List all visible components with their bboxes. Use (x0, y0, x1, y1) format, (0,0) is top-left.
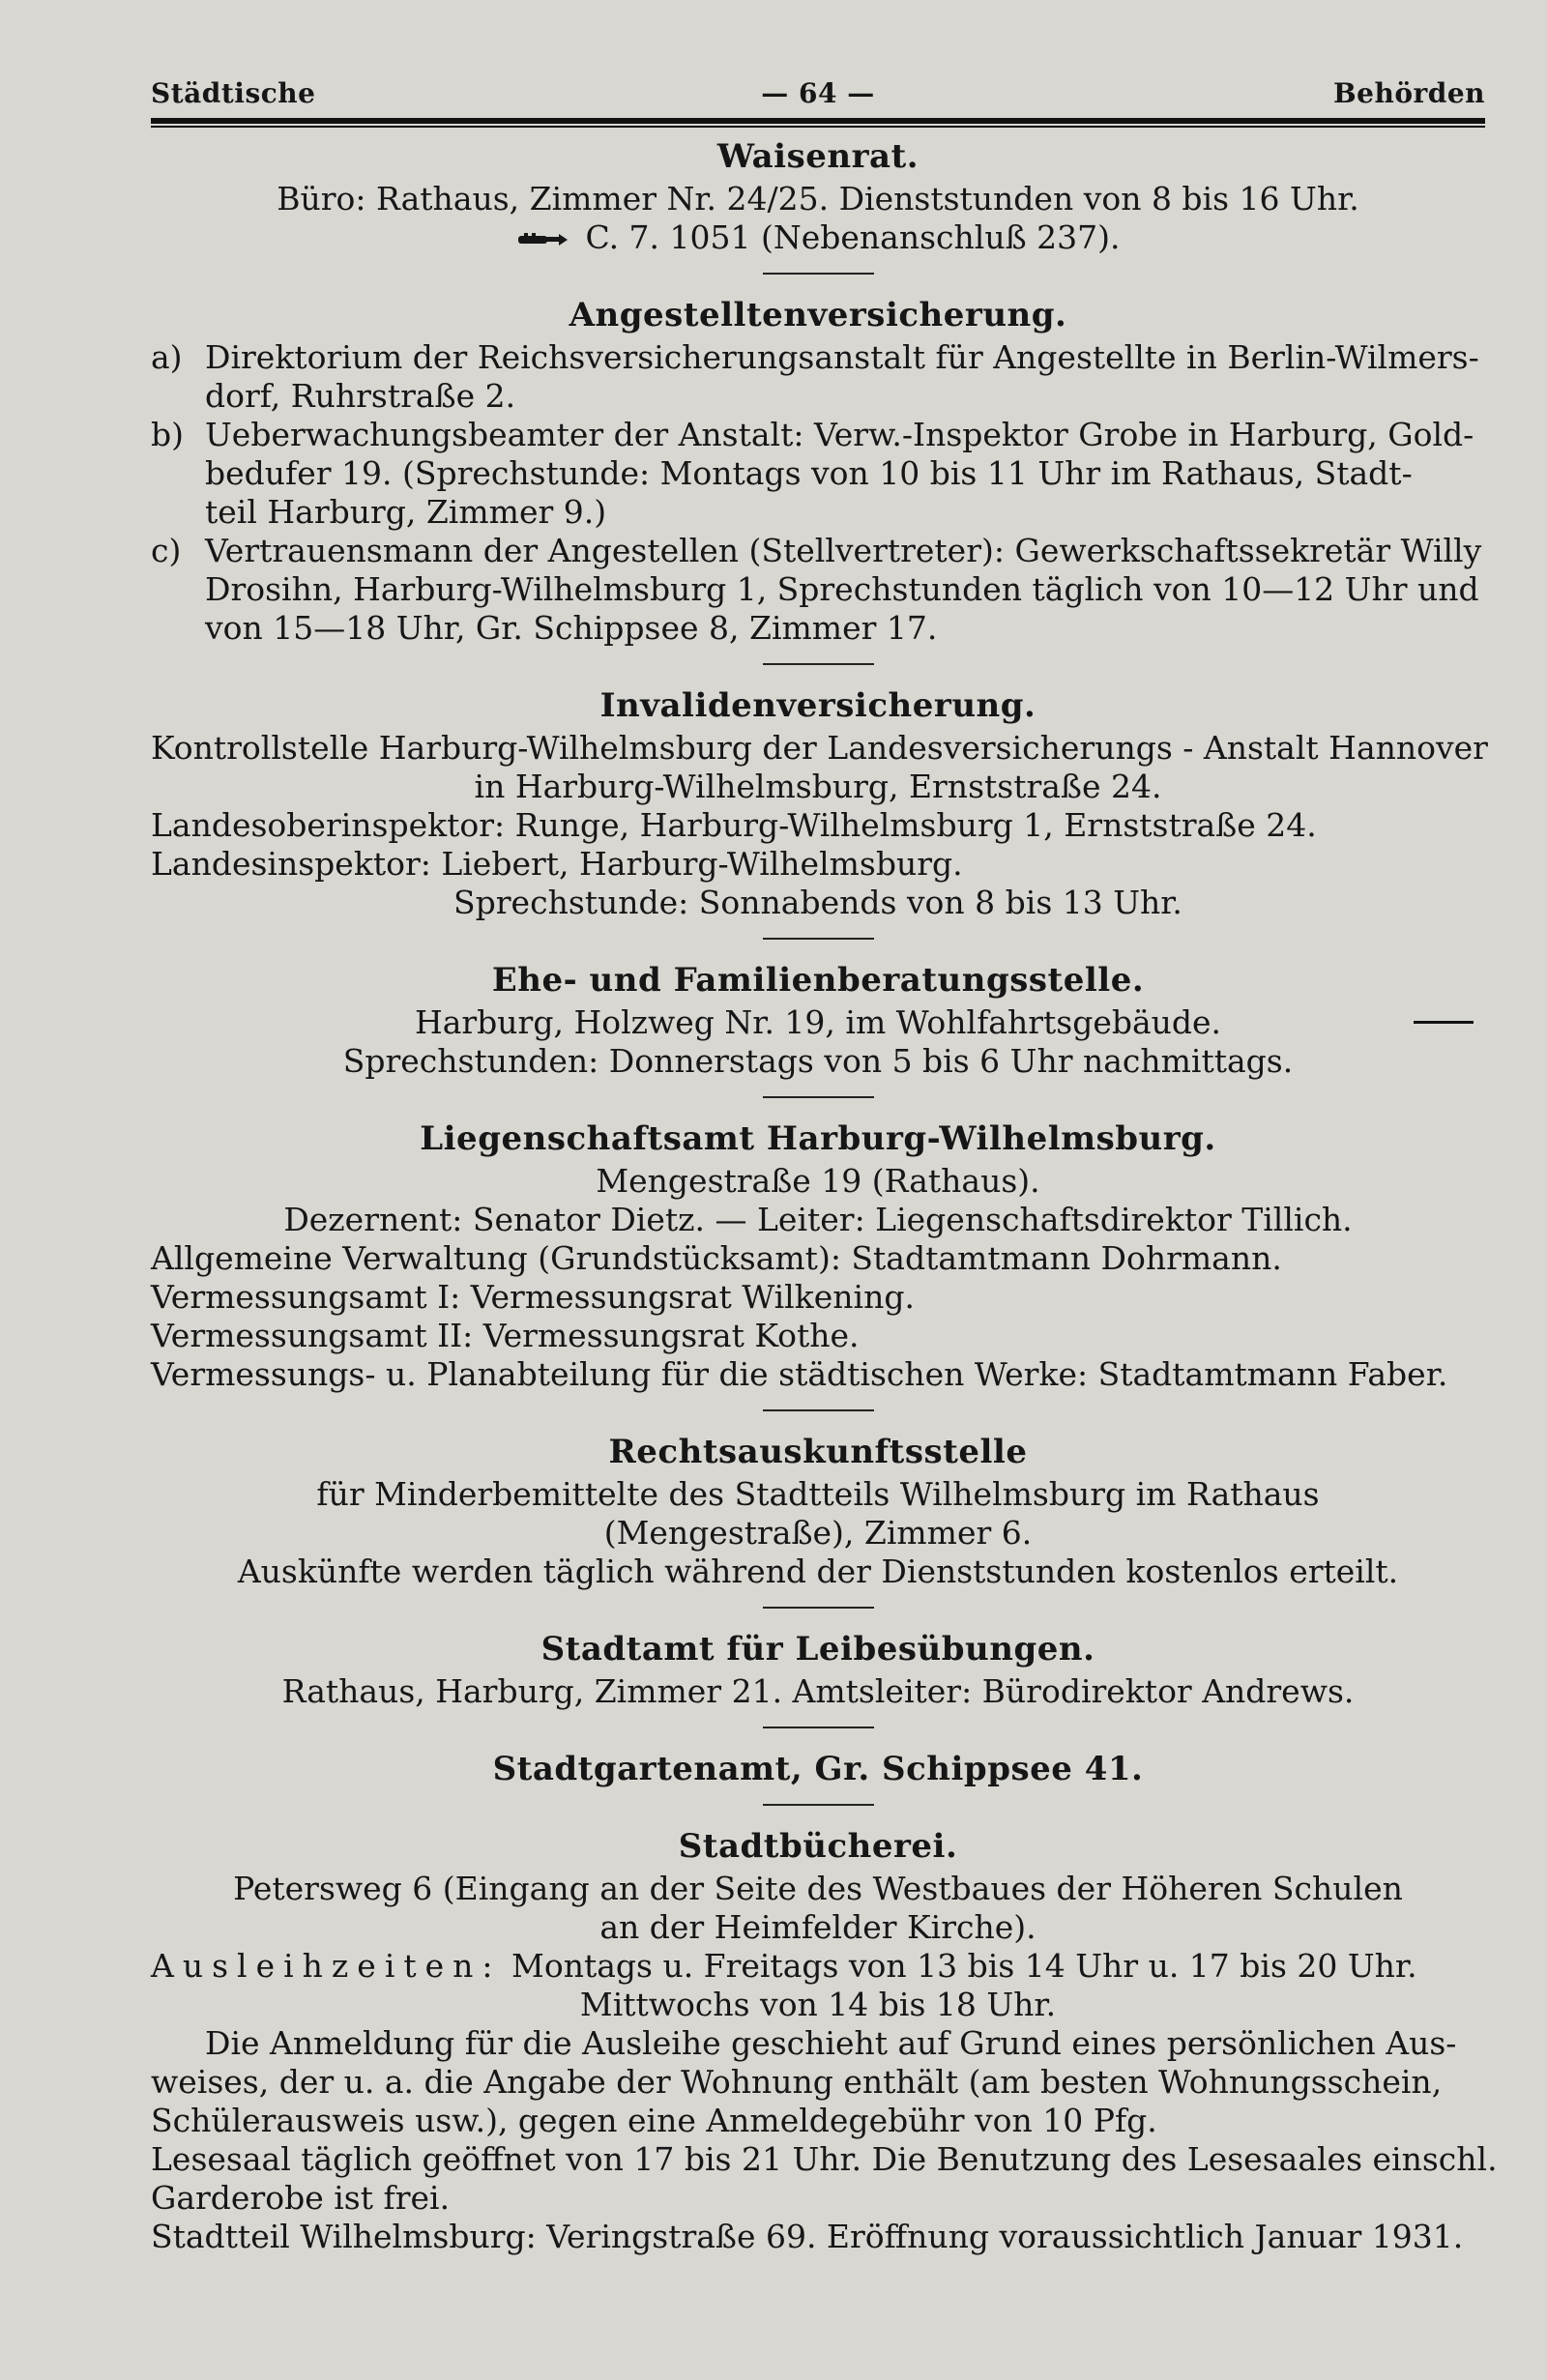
buecherei-line-5: Die Anmeldung für die Ausleihe geschieht auf Grund eines persönlichen Aus- (205, 2024, 1457, 2062)
section-separator (763, 1727, 874, 1728)
list-item-a (151, 338, 1485, 416)
section-separator (763, 273, 874, 275)
header-double-rule (151, 118, 1485, 128)
eheberatung-line-2: Sprechstunden: Donnerstags von 5 bis 6 Uhr nachmittags. (342, 1042, 1294, 1080)
buecherei-line-10: Stadtteil Wilhelmsburg: Veringstraße 69. Eröffnung voraussichtlich Januar 1931. (151, 2218, 1464, 2255)
liegenschaft-line-2: Dezernent: Senator Dietz. — Leiter: Liegenschaftsdirektor Tillich. (283, 1201, 1353, 1238)
liegenschaft-line-6: Vermessungs- u. Planabteilung für die städtischen Werke: Stadtamtmann Faber. (151, 1355, 1448, 1393)
liegenschaft-line-5: Vermessungsamt II: Vermessungsrat Kothe. (151, 1317, 860, 1354)
invaliden-line-5: Sprechstunde: Sonnabends von 8 bis 13 Uhr. (453, 884, 1182, 921)
list-item-c (151, 532, 1485, 648)
eheberatung-block (151, 961, 1485, 1081)
document-body (151, 137, 1498, 2256)
rechtsauskunft-line-3: Auskünfte werden täglich während der Dienststunden kostenlos erteilt. (237, 1553, 1399, 1590)
list-item-b-line-1: Ueberwachungsbeamter der Anstalt: Verw.-Inspektor Grobe in Harburg, Gold- (205, 416, 1474, 453)
running-head-left: Städtische (151, 77, 316, 109)
eheberatung-line-1: Harburg, Holzweg Nr. 19, im Wohlfahrtsgebäude. (414, 1003, 1222, 1041)
waisenrat-phone-line (151, 218, 1485, 257)
page-number: — 64 — (761, 77, 875, 109)
liegenschaft-line-3: Allgemeine Verwaltung (Grundstücksamt): Stadtamtmann Dohrmann. (151, 1239, 1282, 1277)
section-title-invaliden: Invalidenversicherung. (599, 686, 1036, 725)
list-item-b-line-3: teil Harburg, Zimmer 9.) (205, 493, 607, 531)
section-separator (763, 938, 874, 940)
buecherei-line-4: Mittwochs von 14 bis 18 Uhr. (579, 1986, 1057, 2023)
rechtsauskunft-line-2: (Mengestraße), Zimmer 6. (603, 1514, 1033, 1552)
section-title-angestellten: Angestelltenversicherung. (569, 296, 1067, 334)
buecherei-line-7: Schülerausweis usw.), gegen eine Anmeldegebühr von 10 Pfg. (151, 2102, 1157, 2139)
invaliden-line-3: Landesoberinspektor: Runge, Harburg-Wilhelmsburg 1, Ernststraße 24. (151, 806, 1317, 844)
running-head-right: Behörden (1332, 77, 1485, 109)
leibesuebungen-line-1: Rathaus, Harburg, Zimmer 21. Amtsleiter: Bürodirektor Andrews. (281, 1672, 1355, 1710)
list-item-c-line-2: Drosihn, Harburg-Wilhelmsburg 1, Sprechstunden täglich von 10—12 Uhr und (205, 570, 1479, 608)
buecherei-line-2: an der Heimfelder Kirche). (599, 1908, 1036, 1946)
rechtsauskunft-line-1: für Minderbemittelte des Stadtteils Wilhelmsburg im Rathaus (316, 1475, 1320, 1513)
buecherei-line-6: weises, der u. a. die Angabe der Wohnung enthält (am besten Wohnungsschein, (151, 2063, 1443, 2101)
section-separator (763, 1096, 874, 1098)
buecherei-line-1: Petersweg 6 (Eingang an der Seite des Westbaues der Höheren Schulen (233, 1870, 1403, 1907)
section-title-leibesuebungen: Stadtamt für Leibesübungen. (540, 1630, 1095, 1669)
liegenschaft-line-1: Mengestraße 19 (Rathaus). (596, 1162, 1040, 1200)
buecherei-line-8: Lesesaal täglich geöffnet von 17 bis 21 Uhr. Die Benutzung des Lesesaales einschl. (151, 2140, 1498, 2178)
list-marker: b) (151, 416, 184, 453)
section-title-rechtsauskunft: Rechtsauskunftsstelle (608, 1433, 1028, 1471)
section-separator (763, 1804, 874, 1806)
section-separator (763, 1409, 874, 1411)
section-title-eheberatung: Ehe- und Familienberatungsstelle. (491, 961, 1145, 1000)
section-separator (763, 663, 874, 665)
section-separator (763, 1607, 874, 1609)
list-item-c-line-3: von 15—18 Uhr, Gr. Schippsee 8, Zimmer 17. (205, 609, 938, 647)
section-title-liegenschaft: Liegenschaftsamt Harburg-Wilhelmsburg. (420, 1119, 1216, 1158)
section-title-buecherei: Stadtbücherei. (678, 1827, 958, 1866)
invaliden-line-4: Landesinspektor: Liebert, Harburg-Wilhelmsburg. (151, 845, 963, 883)
buecherei-hours-label: Ausleihzeiten: (151, 1947, 502, 1985)
section-title-waisenrat: Waisenrat. (716, 137, 919, 176)
buecherei-hours-value: Montags u. Freitags von 13 bis 14 Uhr u. 17 bis 20 Uhr. (511, 1947, 1417, 1985)
invaliden-line-2: in Harburg-Wilhelmsburg, Ernststraße 24. (474, 768, 1162, 805)
list-item-b-line-2: bedufer 19. (Sprechstunde: Montags von 10 bis 11 Uhr im Rathaus, Stadt- (205, 454, 1413, 492)
margin-rule (1414, 1021, 1474, 1024)
liegenschaft-line-4: Vermessungsamt I: Vermessungsrat Wilkening. (151, 1278, 915, 1316)
list-marker: a) (151, 338, 183, 376)
list-item-c-line-1: Vertrauensmann der Angestellen (Stellvertreter): Gewerkschaftssekretär Willy (205, 532, 1482, 569)
buecherei-hours-line (151, 1947, 1485, 1986)
invaliden-line-1: Kontrollstelle Harburg-Wilhelmsburg der Landesversicherungs - Anstalt Hannover (151, 729, 1488, 767)
list-item-b (151, 416, 1485, 532)
list-item-a-line-2: dorf, Ruhrstraße 2. (205, 377, 516, 415)
running-head (151, 68, 1485, 112)
waisenrat-phone-number: C. 7. 1051 (Nebenanschluß 237). (585, 218, 1121, 256)
list-item-a-line-1: Direktorium der Reichsversicherungsanstalt für Angestellte in Berlin-Wilmers- (205, 338, 1479, 376)
buecherei-line-9: Garderobe ist frei. (151, 2179, 451, 2217)
list-marker: c) (151, 532, 182, 569)
waisenrat-line-1: Büro: Rathaus, Zimmer Nr. 24/25. Dienststunden von 8 bis 16 Uhr. (277, 180, 1359, 218)
section-title-gartenamt: Stadtgartenamt, Gr. Schippsee 41. (492, 1750, 1144, 1788)
telephone-hand-icon (516, 231, 569, 248)
